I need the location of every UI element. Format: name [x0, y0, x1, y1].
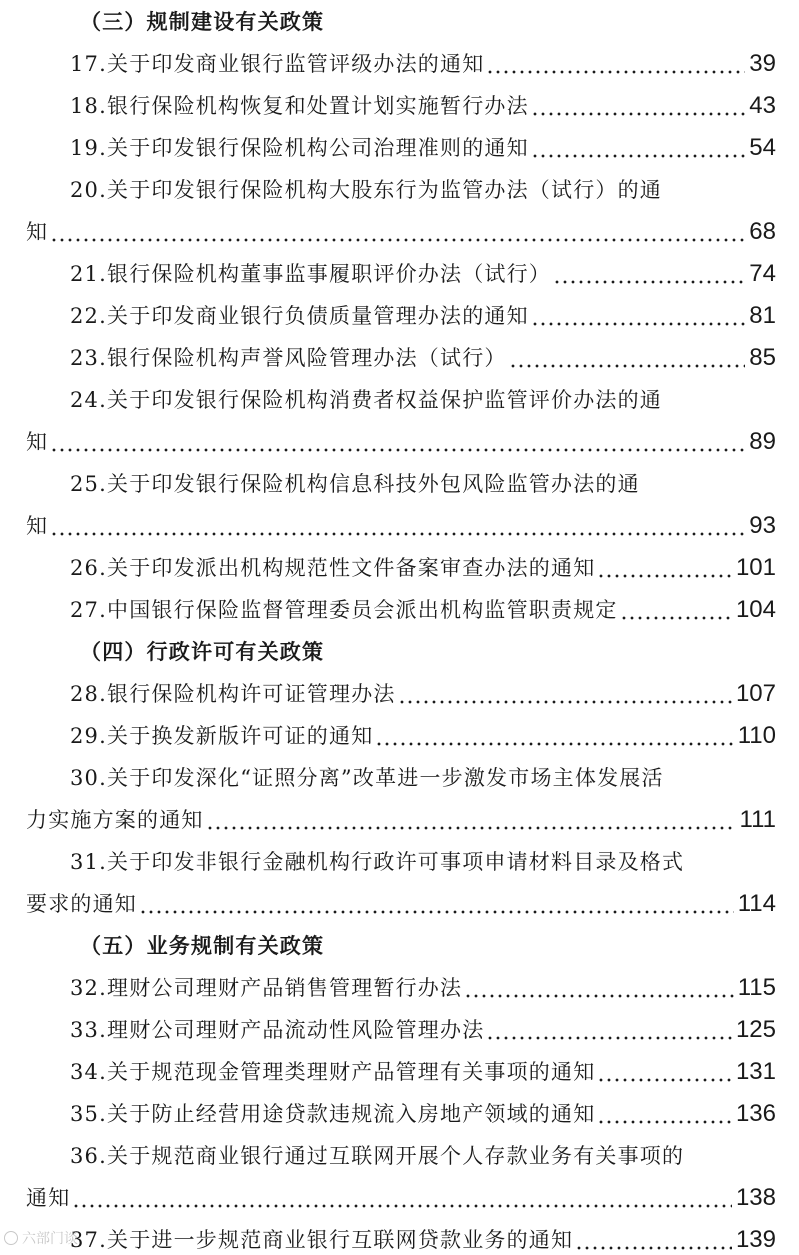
dot-leader: [486, 1016, 732, 1044]
toc-entry[interactable]: [26, 878, 776, 918]
toc-entry[interactable]: [70, 1004, 776, 1044]
toc-page-number: 93: [749, 512, 776, 539]
toc-page-number: 54: [749, 134, 776, 161]
dot-leader: [575, 1226, 732, 1254]
toc-page-number: 85: [749, 344, 776, 371]
toc-entry-title: 力实施方案的通知: [26, 808, 204, 832]
toc-entry-title: 26.关于印发派出机构规范性文件备案审查办法的通知: [70, 556, 596, 580]
toc-entry-line[interactable]: [70, 458, 776, 498]
toc-entry-title: 28.银行保险机构许可证管理办法: [70, 682, 396, 706]
dot-leader: [375, 722, 733, 750]
toc-entry[interactable]: [70, 1088, 776, 1128]
watermark-text: 六部门谈: [22, 1230, 78, 1246]
toc-entry[interactable]: [26, 500, 776, 540]
toc-page-number: 74: [749, 260, 776, 287]
toc-entry-line[interactable]: [70, 836, 776, 876]
dot-leader: [50, 512, 745, 540]
dot-leader: [398, 680, 732, 708]
section-heading: [80, 626, 680, 666]
dot-leader: [597, 1058, 732, 1086]
toc-entry[interactable]: [70, 332, 776, 372]
toc-page-number: 110: [737, 722, 776, 749]
toc-page-number: 39: [749, 50, 776, 77]
dot-leader: [139, 890, 734, 918]
toc-page-number: 136: [735, 1100, 776, 1127]
toc-page-number: 43: [749, 92, 776, 119]
toc-page-number: 138: [735, 1184, 776, 1211]
toc-entry[interactable]: [70, 1214, 776, 1254]
toc-entry[interactable]: [70, 1046, 776, 1086]
toc-entry-title: 知: [26, 220, 49, 244]
toc-entry-title: 30.关于印发深化“证照分离”改革进一步激发市场主体发展活: [70, 766, 664, 790]
toc-page-number: 89: [749, 428, 776, 455]
toc-entry-line[interactable]: [70, 1130, 776, 1170]
section-heading-text: （五）业务规制有关政策: [80, 933, 325, 958]
toc-entry-line[interactable]: [70, 164, 776, 204]
toc-page-number: 125: [735, 1016, 776, 1043]
toc-entry-line[interactable]: [70, 752, 776, 792]
toc-entry[interactable]: [70, 248, 776, 288]
toc-entry[interactable]: [26, 1172, 776, 1212]
dot-leader: [620, 596, 732, 624]
toc-entry-title: 知: [26, 514, 49, 538]
dot-leader: [206, 806, 736, 834]
toc-page-number: 111: [739, 806, 776, 833]
toc-entry-title: 24.关于印发银行保险机构消费者权益保护监管评价办法的通: [70, 388, 662, 412]
toc-entry-title: 要求的通知: [26, 892, 137, 916]
toc-entry-title: 32.理财公司理财产品销售管理暂行办法: [70, 976, 463, 1000]
toc-entry[interactable]: [70, 542, 776, 582]
toc-entry-title: 36.关于规范商业银行通过互联网开展个人存款业务有关事项的: [70, 1144, 685, 1168]
toc-entry-title: 35.关于防止经营用途贷款违规流入房地产领域的通知: [70, 1102, 596, 1126]
toc-entry-title: 31.关于印发非银行金融机构行政许可事项申请材料目录及格式: [70, 850, 685, 874]
toc-page-number: 115: [737, 974, 776, 1001]
toc-entry[interactable]: [26, 416, 776, 456]
dot-leader: [50, 428, 745, 456]
toc-entry-title: 22.关于印发商业银行负债质量管理办法的通知: [70, 304, 529, 328]
toc-page-number: 114: [737, 890, 776, 917]
toc-entry-title: 18.银行保险机构恢复和处置计划实施暂行办法: [70, 94, 529, 118]
toc-entry[interactable]: [26, 794, 776, 834]
toc-entry-title: 34.关于规范现金管理类理财产品管理有关事项的通知: [70, 1060, 596, 1084]
toc-entry[interactable]: [70, 710, 776, 750]
toc-page-number: 139: [735, 1226, 776, 1253]
toc-entry-line[interactable]: [70, 374, 776, 414]
toc-entry[interactable]: [70, 962, 776, 1002]
dot-leader: [464, 974, 734, 1002]
toc-entry-title: 27.中国银行保险监督管理委员会派出机构监管职责规定: [70, 598, 618, 622]
toc-entry[interactable]: [70, 290, 776, 330]
toc-entry-title: 29.关于换发新版许可证的通知: [70, 724, 374, 748]
toc-entry-title: 23.银行保险机构声誉风险管理办法（试行）: [70, 346, 507, 370]
watermark: [4, 1228, 78, 1248]
dot-leader: [72, 1184, 732, 1212]
dot-leader: [597, 1100, 732, 1128]
toc-page-number: 81: [749, 302, 776, 329]
toc-entry-title: 25.关于印发银行保险机构信息科技外包风险监管办法的通: [70, 472, 640, 496]
toc-entry-title: 19.关于印发银行保险机构公司治理准则的通知: [70, 136, 529, 160]
toc-page-number: 101: [735, 554, 776, 581]
toc-page-number: 131: [735, 1058, 776, 1085]
dot-leader: [553, 260, 745, 288]
toc-entry-title: 知: [26, 430, 49, 454]
toc-entry-title: 通知: [26, 1186, 71, 1210]
dot-leader: [50, 218, 745, 246]
toc-entry-title: 17.关于印发商业银行监管评级办法的通知: [70, 52, 485, 76]
toc-entry-title: 21.银行保险机构董事监事履职评价办法（试行）: [70, 262, 551, 286]
section-heading: [80, 920, 680, 960]
toc-entry[interactable]: [70, 584, 776, 624]
toc-entry[interactable]: [70, 668, 776, 708]
toc-page-number: 107: [735, 680, 776, 707]
dot-leader: [531, 302, 746, 330]
toc-page-number: 104: [735, 596, 776, 623]
section-heading: [80, 0, 680, 36]
watermark-logo-icon: [4, 1231, 18, 1245]
dot-leader: [531, 134, 746, 162]
dot-leader: [509, 344, 746, 372]
toc-entry[interactable]: [70, 122, 776, 162]
section-heading-text: （四）行政许可有关政策: [80, 639, 325, 664]
toc-entry[interactable]: [70, 38, 776, 78]
dot-leader: [531, 92, 746, 120]
dot-leader: [486, 50, 745, 78]
toc-page-number: 68: [749, 218, 776, 245]
toc-entry-title: 33.理财公司理财产品流动性风险管理办法: [70, 1018, 485, 1042]
toc-entry[interactable]: [26, 206, 776, 246]
section-heading-text: （三）规制建设有关政策: [80, 9, 325, 34]
dot-leader: [597, 554, 732, 582]
toc-entry-title: 20.关于印发银行保险机构大股东行为监管办法（试行）的通: [70, 178, 662, 202]
toc-entry[interactable]: [70, 80, 776, 120]
toc-entry-title: 37.关于进一步规范商业银行互联网贷款业务的通知: [70, 1228, 574, 1252]
